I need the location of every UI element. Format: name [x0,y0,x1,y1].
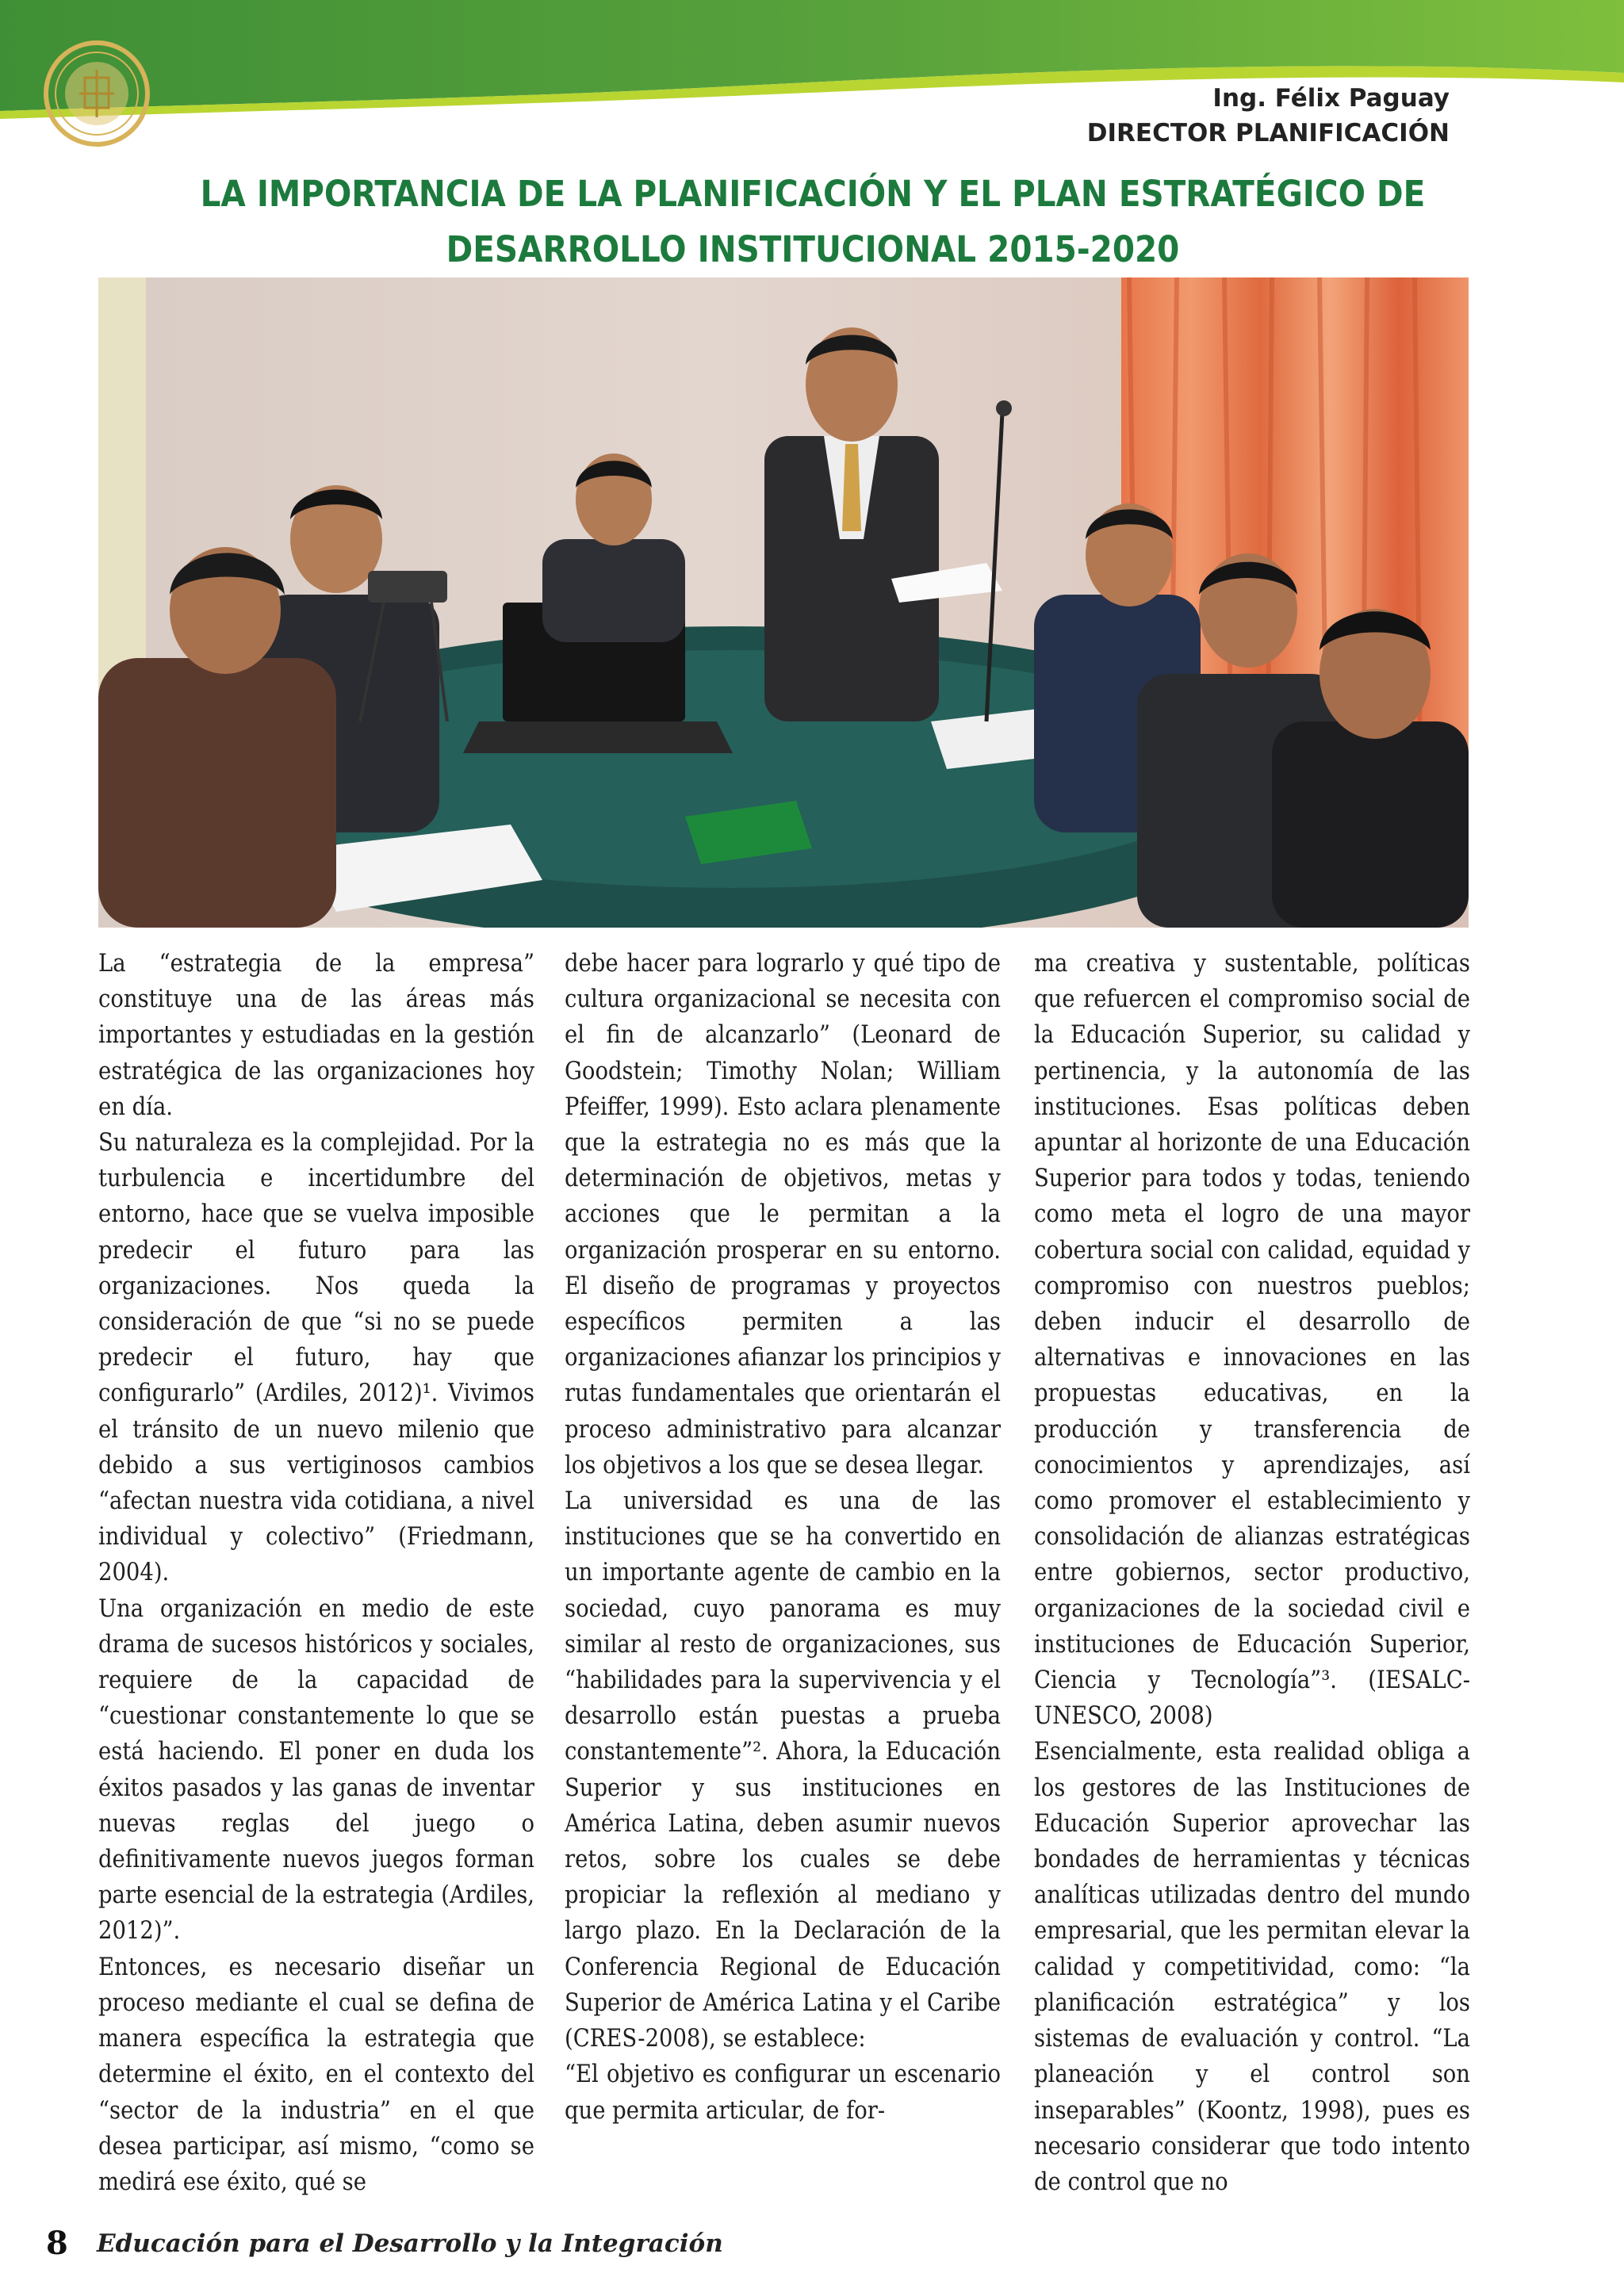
text-column-3 [1034,946,1470,2200]
paragraph: ma creativa y sustentable, políticas que refuercen el compromiso social de la Educación Superior, su calidad y pertinencia, y la autonomía de las instituciones. Esas políticas deben apuntar al horizonte de una Educación Superior para todos y todas, teniendo como meta el logro de una mayor cobertura social con calidad, equidad y compromiso con nuestros pueblos; deben inducir el desarrollo de alternativas e innovaciones en las propuestas educativas, en la producción y transferencia de conocimientos y aprendizajes, así como promover el establecimiento y consolidación de alianzas estratégicas entre gobiernos, sector productivo, organizaciones de la sociedad civil e instituciones de Educación Superior, Ciencia y Tecnología”³. (IESALC-UNESCO, 2008) [1034,950,1470,1731]
university-seal-icon [41,38,152,149]
article-title [103,166,1522,277]
page-number: 8 [46,2225,68,2262]
paragraph: Esencialmente, esta realidad obliga a los gestores de las Instituciones de Educación Superior aprovechar las bondades de herramientas y técnicas analíticas utilizadas dentro del mundo empresarial, que les permitan elevar la calidad y competitividad, como: “la planificación estratégica” y los sistemas de evaluación y control. “La planeación y el control son inseparables” (Koontz, 1998), pues es necesario considerar que todo intento de control que no [1034,1738,1470,2196]
paragraph: “El objetivo es configurar un escenario que permita articular, de for- [565,2061,1001,2125]
title-line-1: LA IMPORTANCIA DE LA PLANIFICACIÓN Y EL PLAN ESTRATÉGICO DE [200,173,1426,215]
author-role: DIRECTOR PLANIFICACIÓN [1086,119,1450,147]
text-column-2 [565,946,1001,2129]
paragraph: debe hacer para lograrlo y qué tipo de cultura organizacional se necesita con el fin de alcanzarlo” (Leonard de Goodstein; Timothy Nolan; William Pfeiffer, 1999). Esto aclara plenamente que la estrategia no es más que la determinación de objetivos, metas y acciones que le permitan a la organización prosperar en su entorno. El diseño de programas y proyectos específicos permiten a las organizaciones afianzar los principios y rutas fundamentales que orientarán el proceso administrativo para alcanzar los objetivos a los que se desea llegar. [565,950,1001,1479]
header-banner [0,0,1624,135]
paragraph: Entonces, es necesario diseñar un proceso mediante el cual se defina de manera específica la estrategia que determine el éxito, en el contexto del “sector de la industria” en el que desea participar, así mismo, “como se medirá ese éxito, qué se [98,1953,534,2196]
author-name: Ing. Félix Paguay [1212,84,1450,113]
paragraph: La universidad es una de las instituciones que se ha convertido en un importante agente de cambio en la sociedad, cuyo panorama es muy similar al resto de organizaciones, sus “habilidades para la supervivencia y el desarrollo están puestas a prueba constantemente”². Ahora, la Educación Superior y sus instituciones en América Latina, deben asumir nuevos retos, sobre los cuales se debe propiciar la reflexión al mediano y largo plazo. En la Declaración de la Conferencia Regional de Educación Superior de América Latina y el Caribe (CRES-2008), se establece: [565,1487,1001,2053]
paragraph: La “estrategia de la empresa” constituye una de las áreas más importantes y estudiadas en la gestión estratégica de las organizaciones hoy en día. [98,950,534,1121]
paragraph: Una organización en medio de este drama de sucesos históricos y sociales, requiere de la capacidad de “cuestionar constantemente lo que se está haciendo. El poner en duda los éxitos pasados y las ganas de inventar nuevas reglas del juego o definitivamente nuevos juegos forman parte esencial de la estrategia (Ardiles, 2012)”. [98,1594,534,1946]
paragraph: Su naturaleza es la complejidad. Por la turbulencia e incertidumbre del entorno, hace que se vuelva imposible predecir el futuro para las organizaciones. Nos queda la consideración de que “si no se puede predecir el futuro, hay que configurarlo” (Ardiles, 2012)¹. Vivimos el tránsito de un nuevo milenio que debido a sus vertiginosos cambios “afectan nuestra vida cotidiana, a nivel individual y colectivo” (Friedmann, 2004). [98,1129,534,1587]
title-line-2: DESARROLLO INSTITUCIONAL 2015-2020 [446,228,1180,270]
journal-name: Educación para el Desarrollo y la Integración [97,2229,723,2258]
meeting-photo [98,277,1469,928]
text-column-1 [98,946,534,2200]
